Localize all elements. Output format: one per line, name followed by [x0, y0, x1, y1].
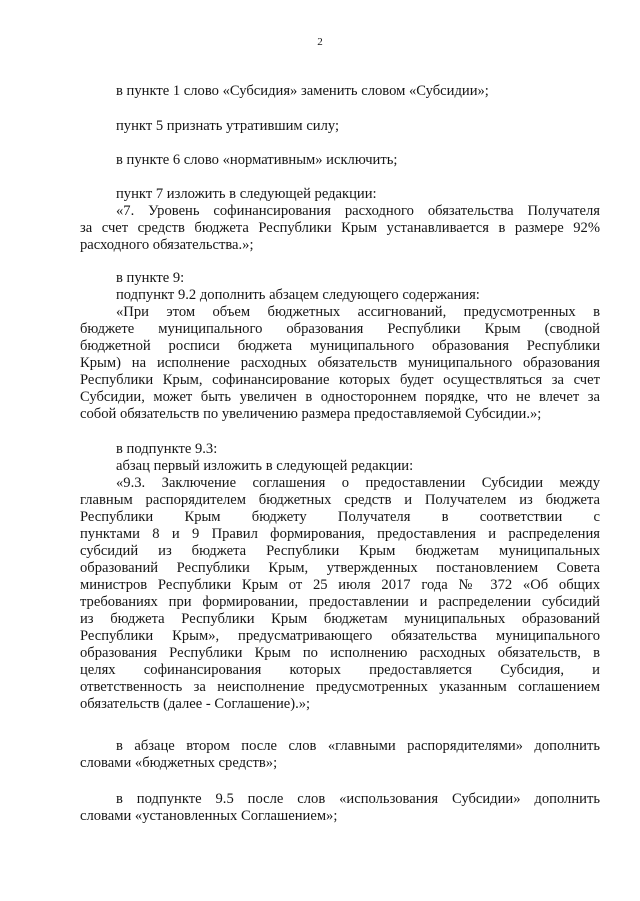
text-line: Республики Крым, софинансирование которых будет осуществляться за счет — [80, 372, 600, 388]
text-line: в пункте 9: — [116, 270, 185, 286]
text-line: из бюджета Республики Крым бюджетам муниципальных образований — [80, 611, 600, 627]
text-line: бюджете муниципального образования Республики Крым (сводной — [80, 321, 600, 337]
text-line: Крым) на исполнение расходных обязательств муниципального образования — [80, 355, 600, 371]
text-line: «9.3. Заключение соглашения о предоставлении Субсидии между — [116, 475, 600, 491]
text-line: требованиях при формировании, предоставлении и распределении субсидий — [80, 594, 600, 610]
text-line: бюджетной росписи бюджета муниципального образования Республики — [80, 338, 600, 354]
text-line: собой обязательств по увеличению размера предоставляемой Субсидии.»; — [80, 406, 542, 422]
text-line: в подпункте 9.3: — [116, 441, 218, 457]
paragraph-item-5 — [80, 118, 600, 135]
text-line: в подпункте 9.5 после слов «использования Субсидии» дополнить — [116, 791, 600, 807]
paragraph-item-9 — [80, 270, 600, 423]
text-line: подпункт 9.2 дополнить абзацем следующего содержания: — [116, 287, 480, 303]
text-line: пунктами 8 и 9 Правил формирования, предоставления и распределения — [80, 526, 600, 542]
text-line: расходного обязательства.»; — [80, 237, 254, 253]
text-line: ответственность за неисполнение предусмотренных указанным соглашением — [80, 679, 600, 695]
text-line: Субсидии, может быть увеличен в одностороннем порядке, что не влечет за — [80, 389, 600, 405]
text-line: словами «установленных Соглашением»; — [80, 808, 338, 824]
text-line: образования Республики Крым по исполнению расходных обязательств, в — [80, 645, 600, 661]
text-line: в пункте 1 слово «Субсидия» заменить словом «Субсидии»; — [116, 83, 489, 99]
text-line: пункт 5 признать утратившим силу; — [116, 118, 340, 134]
text-line: в пункте 6 слово «нормативным» исключить; — [116, 152, 398, 168]
text-line: главным распорядителем бюджетных средств и Получателем из бюджета — [80, 492, 600, 508]
text-line: субсидий из бюджета Республики Крым бюджетам муниципальных — [80, 543, 600, 559]
text-line: министров Республики Крым от 25 июля 2017 года № 372 «Об общих — [80, 577, 600, 593]
text-line: образований Республики Крым, утвержденных постановлением Совета — [80, 560, 600, 576]
paragraph-item-6 — [80, 152, 600, 169]
text-line: обязательств (далее - Соглашение).»; — [80, 696, 311, 712]
page-number: 2 — [317, 36, 323, 48]
text-line: целях софинансирования которых предоставляется Субсидия, и — [80, 662, 600, 678]
paragraph-item-7 — [80, 186, 600, 254]
text-line: абзац первый изложить в следующей редакции: — [116, 458, 414, 474]
paragraph-subitem-9-3 — [80, 441, 600, 713]
text-line: «При этом объем бюджетных ассигнований, предусмотренных в — [116, 304, 600, 320]
paragraph-subitem-9-5 — [80, 791, 600, 825]
text-line: в абзаце втором после слов «главными распорядителями» дополнить — [116, 738, 600, 754]
text-line: за счет средств бюджета Республики Крым устанавливается в размере 92% — [80, 220, 600, 236]
text-line: «7. Уровень софинансирования расходного обязательства Получателя — [116, 203, 600, 219]
text-line: пункт 7 изложить в следующей редакции: — [116, 186, 377, 202]
paragraph-item-1 — [80, 83, 600, 100]
text-line: Республики Крым бюджету Получателя в соответствии с — [80, 509, 600, 525]
text-line: словами «бюджетных средств»; — [80, 755, 278, 771]
text-line: Республики Крым», предусматривающего обязательства муниципального — [80, 628, 600, 644]
paragraph-abzac-2 — [80, 738, 600, 772]
